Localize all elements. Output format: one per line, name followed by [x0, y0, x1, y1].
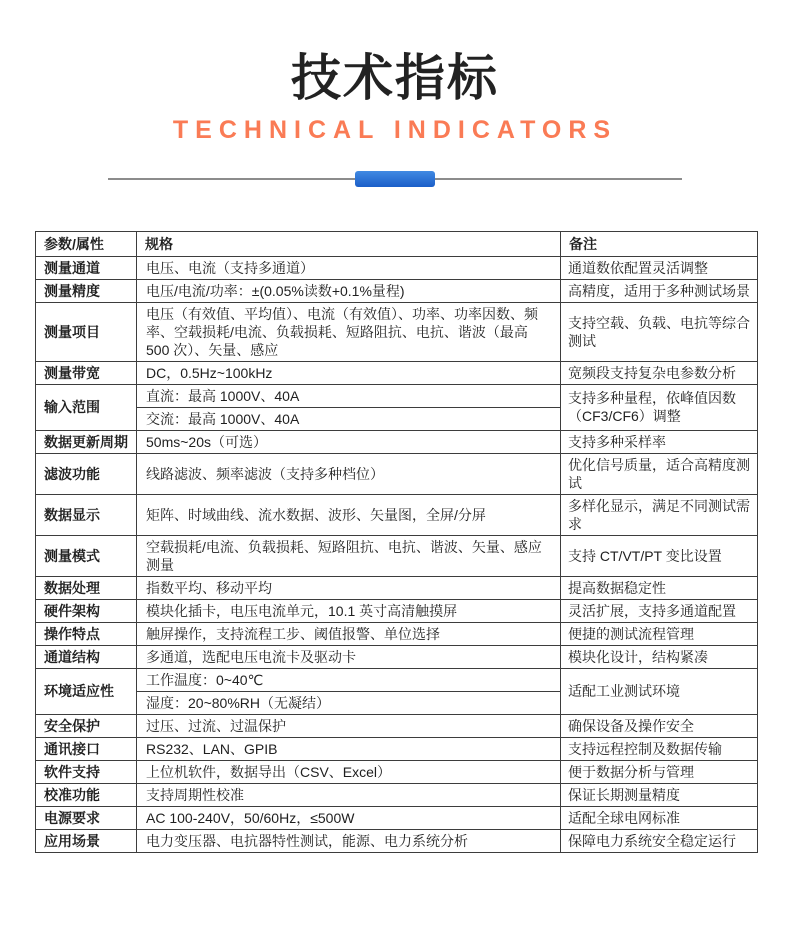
table-row [36, 453, 758, 494]
remark-cell: 适配全球电网标准 [561, 806, 758, 829]
spec-cell: 交流：最高 1000V、40A [137, 407, 561, 430]
remark-cell: 确保设备及操作安全 [561, 714, 758, 737]
remark-cell: 宽频段支持复杂电参数分析 [561, 361, 758, 384]
table-row [36, 430, 758, 453]
table-row [36, 806, 758, 829]
remark-cell: 支持 CT/VT/PT 变比设置 [561, 535, 758, 576]
remark-cell: 支持多种采样率 [561, 430, 758, 453]
table-row [36, 645, 758, 668]
remark-cell: 便捷的测试流程管理 [561, 622, 758, 645]
param-cell: 校准功能 [36, 783, 137, 806]
table-row [36, 714, 758, 737]
param-cell: 测量通道 [36, 256, 137, 279]
table-row [36, 668, 758, 691]
spec-cell: 模块化插卡，电压电流单元，10.1 英寸高清触摸屏 [137, 599, 561, 622]
column-header-param: 参数/属性 [36, 231, 137, 256]
param-cell: 电源要求 [36, 806, 137, 829]
spec-cell: AC 100-240V，50/60Hz，≤500W [137, 806, 561, 829]
param-cell: 通道结构 [36, 645, 137, 668]
spec-table-body [36, 256, 758, 852]
spec-cell: 电力变压器、电抗器特性测试，能源、电力系统分析 [137, 829, 561, 852]
param-cell: 软件支持 [36, 760, 137, 783]
spec-cell: 电压（有效值、平均值）、电流（有效值）、功率、功率因数、频率、空载损耗/电流、负载损耗、短路阻抗、电抗、谐波（最高 500 次）、矢量、感应 [137, 302, 561, 361]
remark-cell: 灵活扩展，支持多通道配置 [561, 599, 758, 622]
page-subtitle: TECHNICAL INDICATORS [172, 115, 618, 144]
spec-cell: 矩阵、时域曲线、流水数据、波形、矢量图，全屏/分屏 [137, 494, 561, 535]
spec-cell: 多通道，选配电压电流卡及驱动卡 [137, 645, 561, 668]
table-row [36, 535, 758, 576]
table-row [36, 783, 758, 806]
table-row [36, 256, 758, 279]
table-row [36, 494, 758, 535]
remark-cell: 支持远程控制及数据传输 [561, 737, 758, 760]
spec-cell: 工作温度：0~40℃ [137, 668, 561, 691]
param-cell: 数据更新周期 [36, 430, 137, 453]
remark-cell: 支持多种量程，依峰值因数（CF3/CF6）调整 [561, 384, 758, 430]
table-row [36, 279, 758, 302]
spec-cell: 湿度：20~80%RH（无凝结） [137, 691, 561, 714]
spec-cell: RS232、LAN、GPIB [137, 737, 561, 760]
remark-cell: 优化信号质量，适合高精度测试 [561, 453, 758, 494]
spec-table-head [36, 231, 758, 256]
param-cell: 测量带宽 [36, 361, 137, 384]
remark-cell: 适配工业测试环境 [561, 668, 758, 714]
column-header-remark: 备注 [561, 231, 758, 256]
table-row [36, 829, 758, 852]
spec-cell: 线路滤波、频率滤波（支持多种档位） [137, 453, 561, 494]
spec-cell: 电压、电流（支持多通道） [137, 256, 561, 279]
table-row [36, 384, 758, 407]
param-cell: 测量模式 [36, 535, 137, 576]
spec-cell: 指数平均、移动平均 [137, 576, 561, 599]
remark-cell: 模块化设计，结构紧凑 [561, 645, 758, 668]
spec-cell: 电压/电流/功率：±(0.05%读数+0.1%量程) [137, 279, 561, 302]
spec-cell: 上位机软件，数据导出（CSV、Excel） [137, 760, 561, 783]
table-row [36, 622, 758, 645]
remark-cell: 多样化显示，满足不同测试需求 [561, 494, 758, 535]
remark-cell: 通道数依配置灵活调整 [561, 256, 758, 279]
table-row [36, 599, 758, 622]
table-row [36, 760, 758, 783]
remark-cell: 提高数据稳定性 [561, 576, 758, 599]
param-cell: 操作特点 [36, 622, 137, 645]
header-row [36, 231, 758, 256]
spec-cell: 50ms~20s（可选） [137, 430, 561, 453]
param-cell: 滤波功能 [36, 453, 137, 494]
table-row [36, 576, 758, 599]
spec-cell: 直流：最高 1000V、40A [137, 384, 561, 407]
remark-cell: 支持空载、负载、电抗等综合测试 [561, 302, 758, 361]
table-row [36, 361, 758, 384]
param-cell: 环境适应性 [36, 668, 137, 714]
param-cell: 数据显示 [36, 494, 137, 535]
param-cell: 硬件架构 [36, 599, 137, 622]
param-cell: 安全保护 [36, 714, 137, 737]
spec-cell: 支持周期性校准 [137, 783, 561, 806]
remark-cell: 便于数据分析与管理 [561, 760, 758, 783]
spec-table [35, 231, 758, 853]
section-divider [108, 171, 682, 187]
table-row [36, 302, 758, 361]
param-cell: 应用场景 [36, 829, 137, 852]
remark-cell: 保证长期测量精度 [561, 783, 758, 806]
param-cell: 通讯接口 [36, 737, 137, 760]
remark-cell: 高精度，适用于多种测试场景 [561, 279, 758, 302]
remark-cell: 保障电力系统安全稳定运行 [561, 829, 758, 852]
spec-cell: DC，0.5Hz~100kHz [137, 361, 561, 384]
spec-cell: 过压、过流、过温保护 [137, 714, 561, 737]
table-row [36, 737, 758, 760]
page-title: 技术指标 [291, 50, 499, 106]
spec-cell: 空载损耗/电流、负载损耗、短路阻抗、电抗、谐波、矢量、感应测量 [137, 535, 561, 576]
param-cell: 测量项目 [36, 302, 137, 361]
param-cell: 数据处理 [36, 576, 137, 599]
param-cell: 测量精度 [36, 279, 137, 302]
column-header-spec: 规格 [137, 231, 561, 256]
param-cell: 输入范围 [36, 384, 137, 430]
divider-accent-bar [355, 171, 435, 187]
spec-cell: 触屏操作，支持流程工步、阈值报警、单位选择 [137, 622, 561, 645]
